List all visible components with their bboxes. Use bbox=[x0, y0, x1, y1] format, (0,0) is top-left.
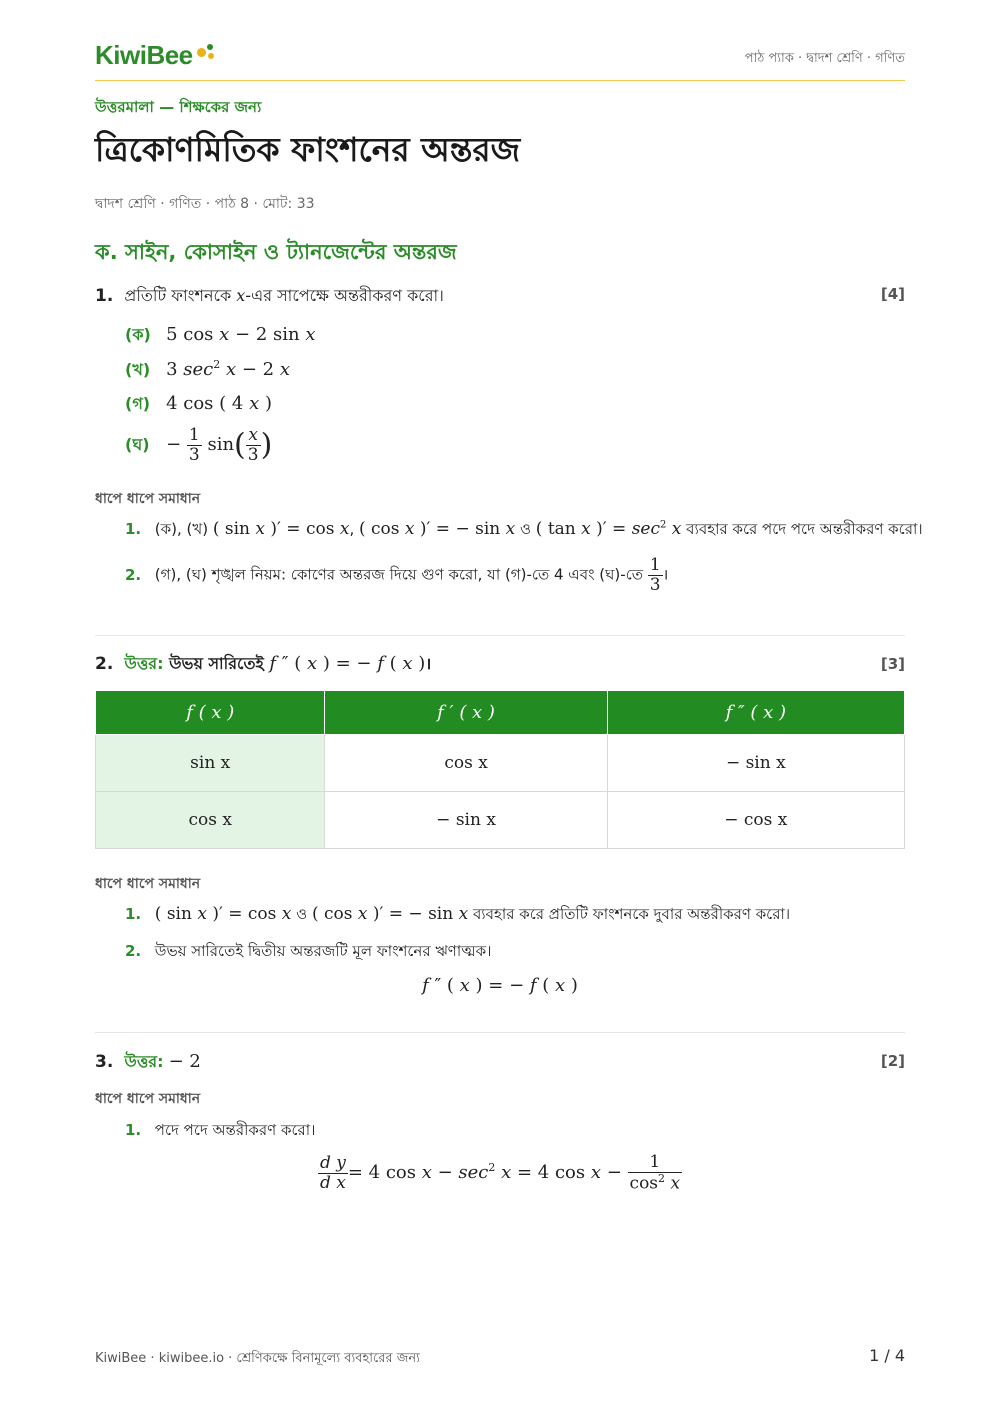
part-c bbox=[125, 391, 272, 418]
question-1 bbox=[95, 283, 905, 313]
part-expression: 4 cos ( 4 x ) bbox=[166, 393, 272, 414]
answer-key-kicker: উত্তরমালা — শিক্ষকের জন্য bbox=[95, 98, 262, 116]
header-meta: পাঠ প্যাক · দ্বাদশ শ্রেণি · গণিত bbox=[744, 51, 905, 66]
table-row bbox=[96, 792, 905, 849]
part-a bbox=[125, 322, 315, 349]
footer-text: KiwiBee · kiwibee.io · শ্রেণিকক্ষে বিনামূল্যে ব্যবহারের জন্য bbox=[95, 1351, 420, 1366]
question-prompt: প্রতিটি ফাংশনকে x-এর সাপেক্ষে অন্তরীকরণ করো। bbox=[124, 286, 444, 305]
question-number: 2. bbox=[95, 654, 114, 674]
answer-label: উত্তর: bbox=[124, 1052, 164, 1071]
display-equation: f ″ ( x ) = − f ( x ) bbox=[422, 975, 578, 996]
table-header-row bbox=[96, 691, 905, 735]
step-1: 1. ( sin x )′ = cos x ও ( cos x )′ = − sin x ব্যবহার করে প্রতিটি ফাংশনকে দুবার অন্তরীকরণ করো। bbox=[125, 904, 791, 924]
steps-heading: ধাপে ধাপে সমাধান bbox=[95, 491, 201, 507]
logo-text: KiwiBee bbox=[95, 40, 193, 70]
answer-text: উভয় সারিতেই bbox=[163, 654, 270, 673]
table-cell: − sin x bbox=[607, 735, 904, 792]
display-equation: $\frac{\text{d y}}{\text{d x}}$ = 4 $\cos x - \sec^2 x = 4$ cos x − $\frac{1}{\cos^2 x}$ bbox=[319, 1152, 681, 1194]
part-label: (ঘ) bbox=[125, 435, 150, 455]
divider bbox=[95, 635, 905, 636]
header-f: f ( x ) bbox=[96, 691, 325, 735]
header-f-double-prime: f ″ ( x ) bbox=[607, 691, 904, 735]
part-b bbox=[125, 357, 290, 384]
answer-math: f ″ ( x ) = − f ( x ) bbox=[269, 653, 426, 674]
question-marks: [2] bbox=[880, 1052, 905, 1070]
bee-dots-icon bbox=[195, 44, 217, 60]
section-heading: ক. সাইন, কোসাইন ও ট্যানজেন্টের অন্তরজ bbox=[95, 240, 457, 264]
kiwibee-logo bbox=[95, 40, 217, 71]
table-cell: − sin x bbox=[325, 792, 607, 849]
answer-math: − 2 bbox=[168, 1051, 201, 1072]
answer-label: উত্তর: bbox=[124, 654, 164, 673]
table-cell: − cos x bbox=[607, 792, 904, 849]
header-f-prime: f ′ ( x ) bbox=[325, 691, 607, 735]
part-label: (খ) bbox=[125, 360, 151, 379]
part-label: (ক) bbox=[125, 325, 151, 344]
steps-heading: ধাপে ধাপে সমাধান bbox=[95, 876, 201, 892]
derivative-table bbox=[95, 690, 905, 849]
page-number: 1 / 4 bbox=[869, 1346, 905, 1365]
question-number: 1. bbox=[95, 286, 114, 306]
table-cell: cos x bbox=[96, 792, 325, 849]
part-expression: 5 cos x − 2 sin x bbox=[166, 324, 316, 345]
part-d bbox=[125, 426, 272, 464]
step-2: 2. উভয় সারিতেই দ্বিতীয় অন্তরজটি মূল ফাংশনের ঋণাত্মক। bbox=[125, 942, 492, 960]
part-expression: − $\frac{1}{3}$ sin( $\frac{x}{3}$ ) bbox=[166, 425, 273, 465]
page-header bbox=[95, 36, 905, 81]
part-label: (গ) bbox=[125, 394, 151, 413]
part-expression: 3 $\sec^2 x - 2$ x bbox=[166, 358, 291, 380]
step-1: 1. (ক), (খ) ( sin x )′ = cos x, ( cos x )′ = − sin x ও ( tan x )′ = $\sec^2 x$ ব্যবহার করে পদে পদে অন্তরীকরণ করো। bbox=[125, 519, 923, 539]
divider bbox=[95, 1032, 905, 1033]
page-subtitle: দ্বাদশ শ্রেণি · গণিত · পাঠ 8 · মোট: 33 bbox=[95, 196, 315, 212]
question-number: 3. bbox=[95, 1052, 114, 1072]
question-marks: [4] bbox=[880, 285, 905, 303]
table-cell: sin x bbox=[96, 735, 325, 792]
question-3 bbox=[95, 1049, 905, 1079]
page-title: ত্রিকোণমিতিক ফাংশনের অন্তরজ bbox=[95, 130, 521, 169]
table-row bbox=[96, 735, 905, 792]
steps-heading: ধাপে ধাপে সমাধান bbox=[95, 1091, 201, 1107]
step-1: 1. পদে পদে অন্তরীকরণ করো। bbox=[125, 1121, 316, 1139]
step-2: 2. (গ), (ঘ) শৃঙ্খল নিয়ম: কোণের অন্তরজ দিয়ে গুণ করো, যা (গ)-তে 4 এবং (ঘ)-তে $\frac{1}{3}$ । bbox=[125, 555, 669, 595]
question-marks: [3] bbox=[880, 655, 905, 673]
table-cell: cos x bbox=[325, 735, 607, 792]
question-1-parts bbox=[95, 320, 905, 490]
question-2: 2. উত্তর: উভয় সারিতেই f ″ ( x ) = − f ( x )। [3] bbox=[95, 653, 905, 674]
